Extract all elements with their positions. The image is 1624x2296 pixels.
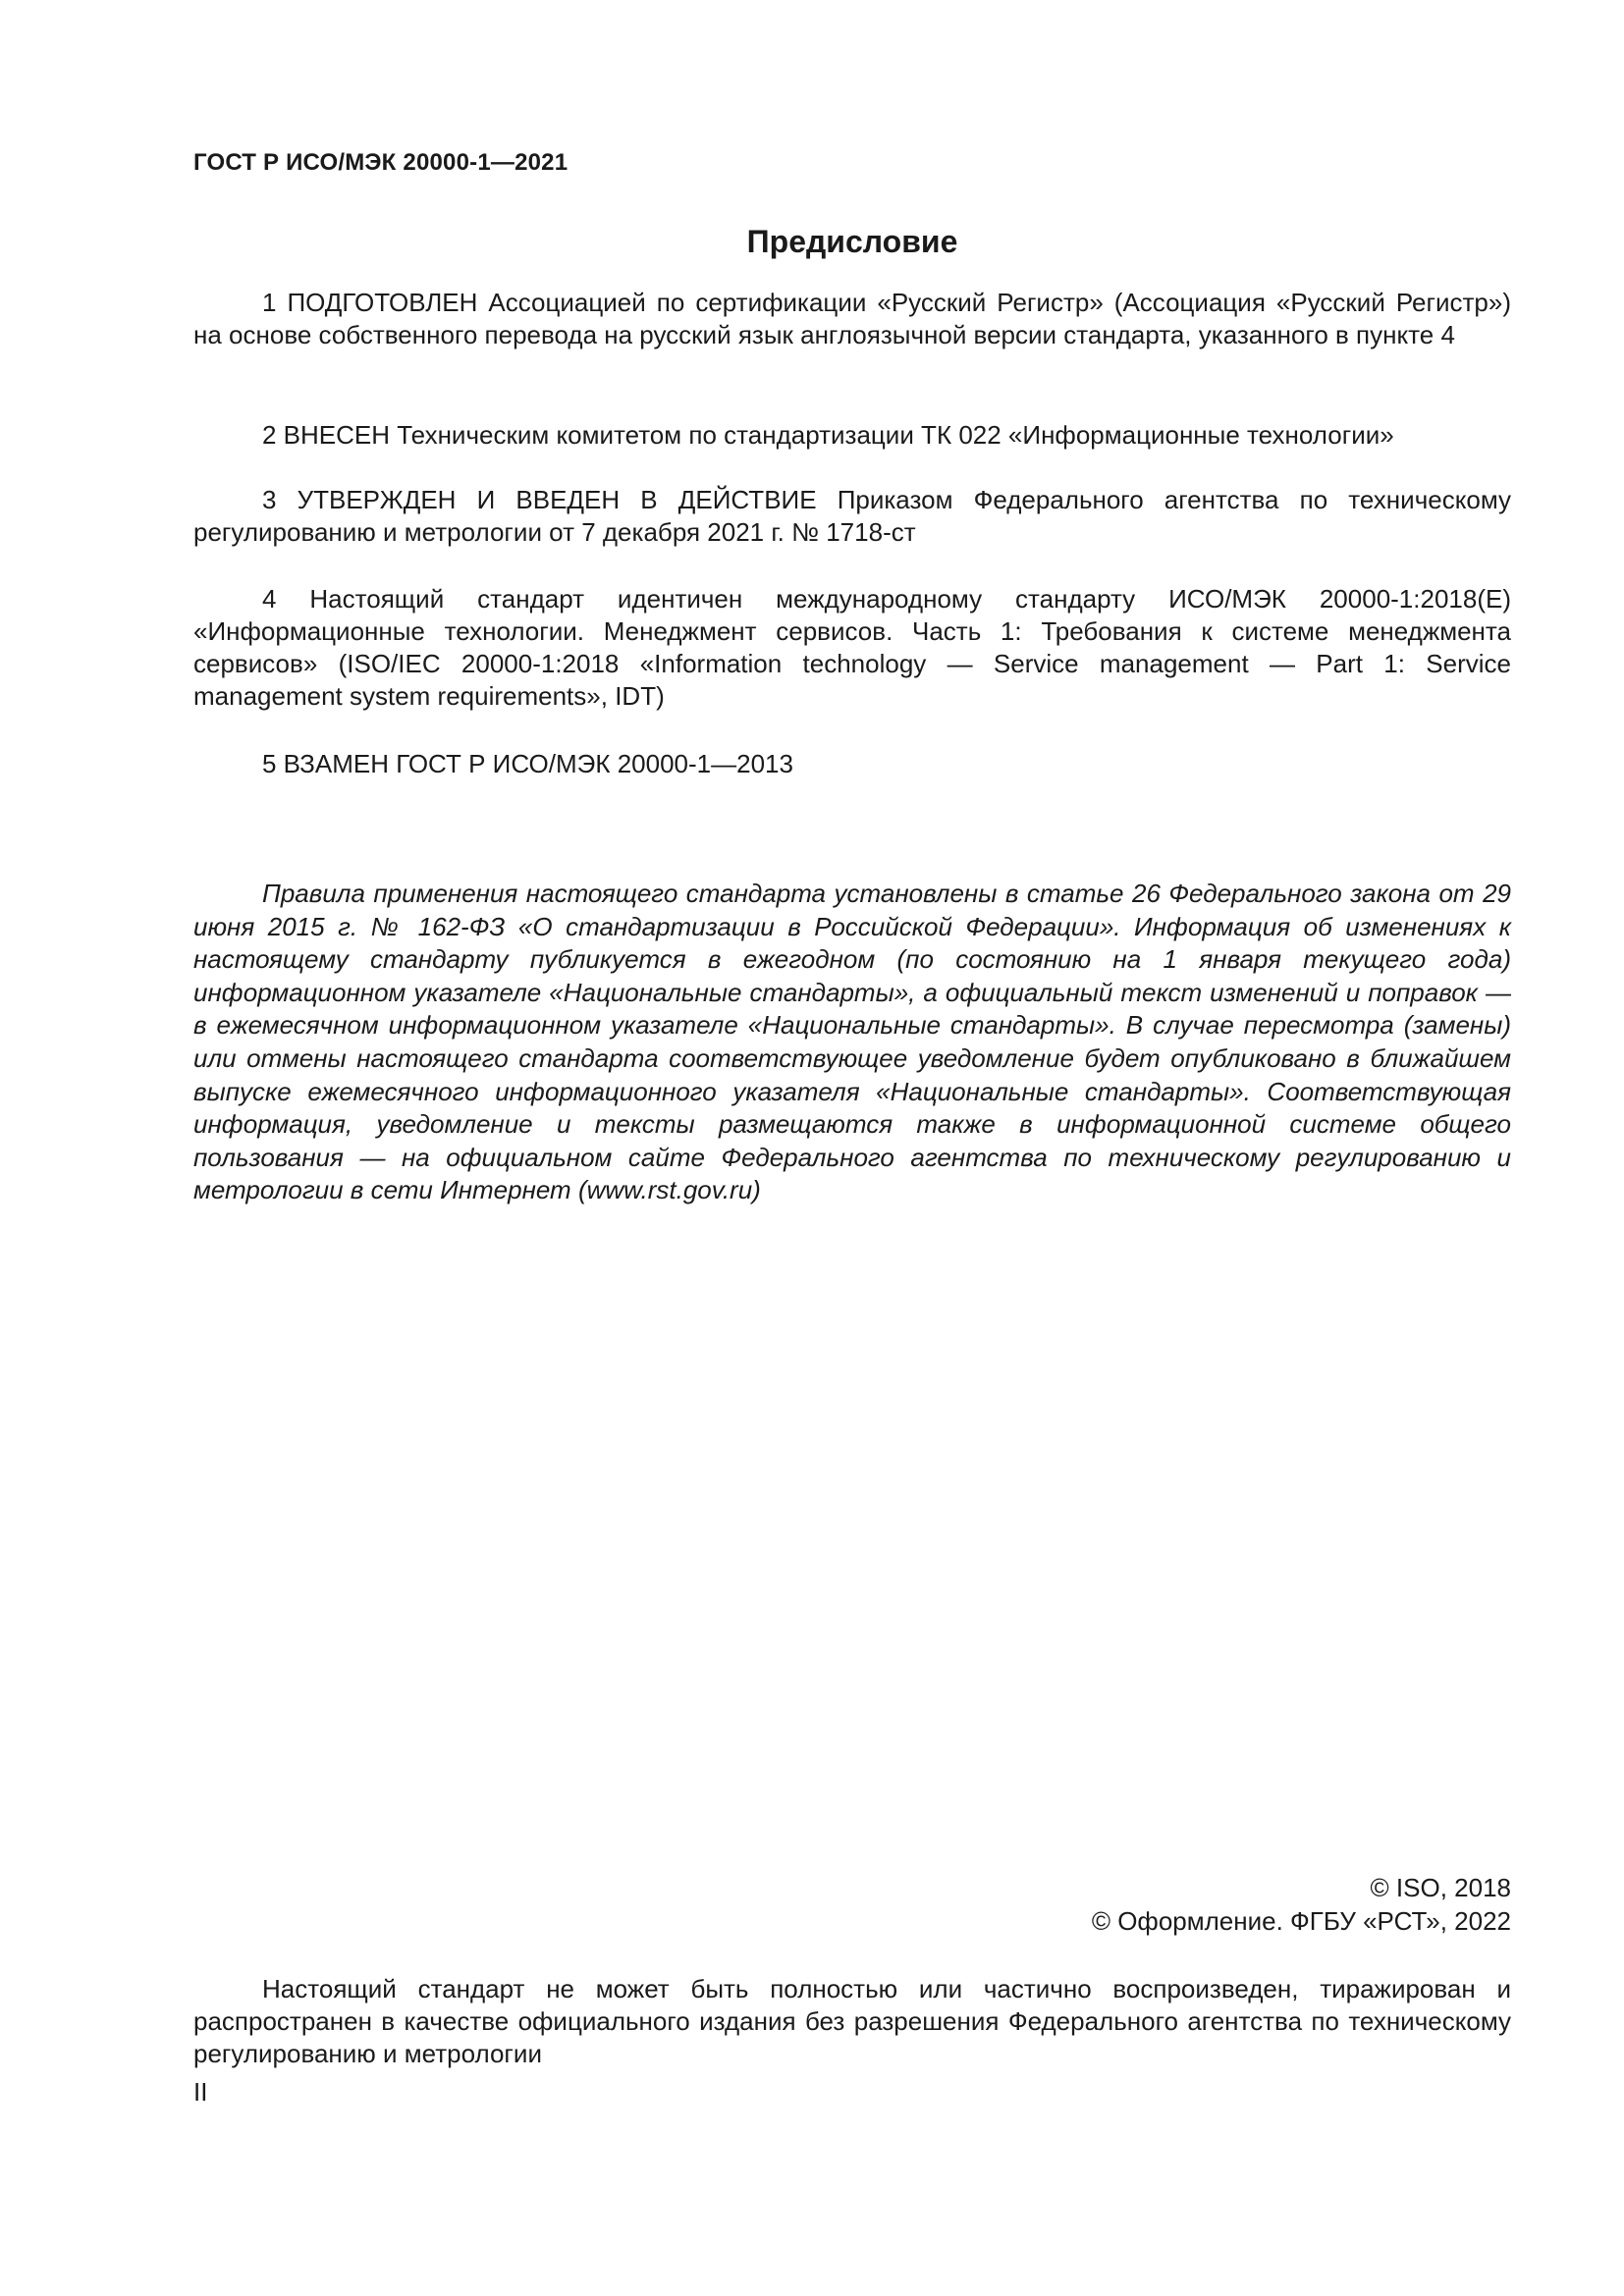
paragraph-text: 2 ВНЕСЕН Техническим комитетом по стандартизации ТК 022 «Информационные технологии» xyxy=(262,420,1394,450)
foreword-item-4 xyxy=(193,583,1511,713)
foreword-item-1 xyxy=(193,287,1511,351)
copyright-block xyxy=(1092,1871,1511,1938)
page-title: Предисловие xyxy=(746,224,958,259)
copyright-design: © Оформление. ФГБУ «РСТ», 2022 xyxy=(1091,1906,1511,1936)
paragraph-text: 5 ВЗАМЕН ГОСТ Р ИСО/МЭК 20000-1—2013 xyxy=(262,749,793,778)
paragraph-text: 4 Настоящий стандарт идентичен международному стандарту ИСО/МЭК 20000-1:2018(Е) «Информационные технологии. Менеджмент сервисов. Часть 1: Требования к системе менеджмента сервисов» (ISO/IEC 20000-1:2018 «Information technology — Service management — Part 1: Service management system requirements», IDT) xyxy=(193,584,1511,711)
foreword-item-5 xyxy=(193,748,1511,780)
paragraph-text: 1 ПОДГОТОВЛЕН Ассоциацией по сертификации «Русский Регистр» (Ассоциация «Русский Регистр») на основе собственного перевода на русский язык англоязычной версии стандарта, указанного в пункте 4 xyxy=(193,288,1511,349)
application-rules-note: Правила применения настоящего стандарта установлены в статье 26 Федерального закона от 29 июня 2015 г. № 162-ФЗ «О стандартизации в Российской Федерации». Информация об изменениях к настоящему стандарту публикуется в ежегодном (по состоянию на 1 января текущего года) информационном указателе «Национальные стандарты», а официальный текст изменений и поправок — в ежемесячном информационном указателе «Национальные стандарты». В случае пересмотра (замены) или отмены настоящего стандарта соответствующее уведомление будет опубликовано в ближайшем выпуске ежемесячного информационного указателя «Национальные стандарты». Соответствующая информация, уведомление и тексты размещаются также в информационной системе общего пользования — на официальном сайте Федерального агентства по техническому регулированию и метрологии в сети Интернет (www.rst.gov.ru) xyxy=(193,879,1511,1205)
document-code-header: ГОСТ Р ИСО/МЭК 20000-1—2021 xyxy=(193,149,568,176)
foreword-item-2 xyxy=(193,419,1511,452)
page-number: II xyxy=(193,2077,208,2107)
foreword-item-3 xyxy=(193,484,1511,549)
paragraph-text: 3 УТВЕРЖДЕН И ВВЕДЕН В ДЕЙСТВИЕ Приказом Федерального агентства по техническому регулированию и метрологии от 7 декабря 2021 г. № 1718-ст xyxy=(193,485,1511,547)
copyright-iso: © ISO, 2018 xyxy=(1370,1873,1511,1902)
reproduction-restriction-note: Настоящий стандарт не может быть полностью или частично воспроизведен, тиражирован и распространен в качестве официального издания без разрешения Федерального агентства по техническому регулированию и метрологии xyxy=(193,1974,1511,2068)
